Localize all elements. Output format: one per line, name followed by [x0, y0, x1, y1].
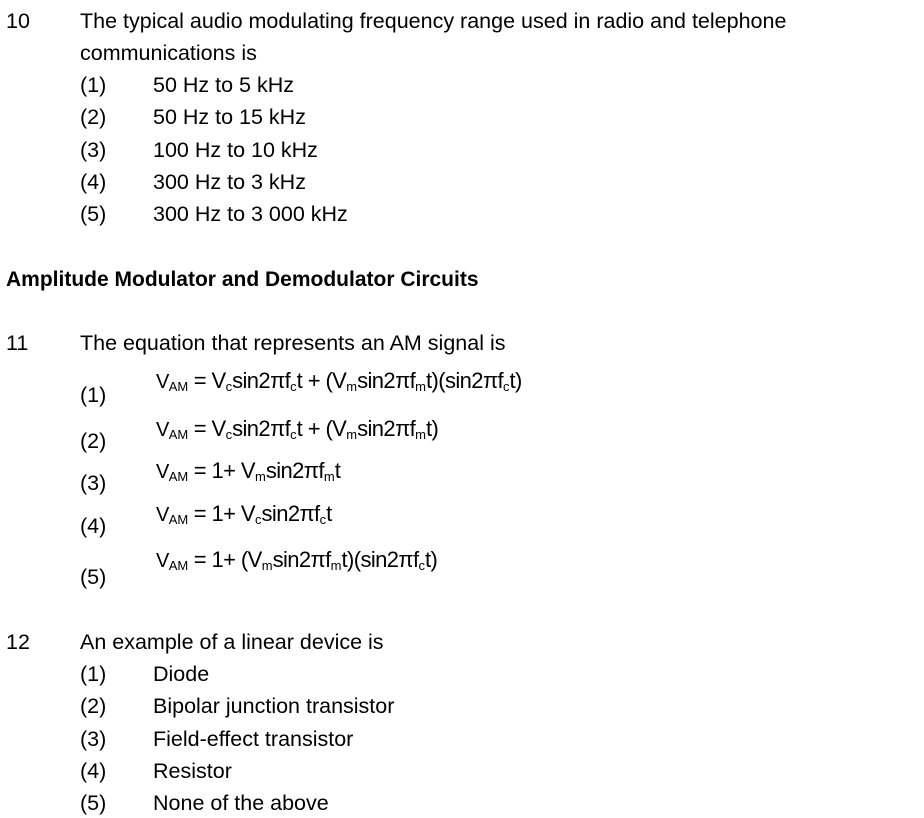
option-text: 300 Hz to 3 000 kHz — [153, 202, 348, 226]
option-number: (4) — [80, 514, 107, 538]
equation: $V_{AM} = 1+ (V_m\sin 2\pi f_mt)(\sin 2\pi f_ct)$ — [156, 547, 438, 573]
equation: $V_{AM} = V_c\sin 2\pi f_ct + (V_m\sin 2\pi f_mt)$ — [156, 416, 439, 442]
option-number: (1) — [80, 73, 107, 97]
section-heading: Amplitude Modulator and Demodulator Circuits — [6, 268, 479, 291]
option-number: (3) — [80, 471, 107, 495]
option-text: 50 Hz to 15 kHz — [153, 105, 306, 129]
question-text-continued: communications is — [80, 41, 257, 65]
option-text: Field-effect transistor — [153, 727, 354, 751]
option-number: (3) — [80, 727, 107, 751]
equation: $V_{AM} = 1+ V_m\sin 2\pi f_mt$ — [156, 458, 341, 484]
option-number: (1) — [80, 662, 107, 686]
question-number: 12 — [6, 630, 30, 654]
question-number: 11 — [6, 331, 29, 355]
question-text: An example of a linear device is — [80, 630, 384, 654]
option-number: (2) — [80, 105, 107, 129]
option-text: 100 Hz to 10 kHz — [153, 138, 318, 162]
question-number: 10 — [6, 9, 30, 33]
equation: $V_{AM} = V_c\sin 2\pi f_ct + (V_m\sin 2\pi f_mt)(\sin 2\pi f_ct)$ — [156, 368, 522, 394]
option-number: (5) — [80, 791, 107, 815]
option-number: (5) — [80, 202, 107, 226]
question-text: The equation that represents an AM signal is — [80, 331, 506, 355]
option-number: (2) — [80, 429, 107, 453]
option-number: (5) — [80, 565, 107, 589]
option-number: (1) — [80, 383, 107, 407]
option-number: (4) — [80, 170, 107, 194]
option-number: (4) — [80, 759, 107, 783]
option-text: None of the above — [153, 791, 329, 815]
question-text: The typical audio modulating frequency range used in radio and telephone — [80, 9, 787, 33]
option-text: Resistor — [153, 759, 232, 783]
option-text: Bipolar junction transistor — [153, 694, 395, 718]
option-text: 300 Hz to 3 kHz — [153, 170, 306, 194]
option-number: (3) — [80, 138, 107, 162]
option-text: Diode — [153, 662, 210, 686]
option-text: 50 Hz to 5 kHz — [153, 73, 294, 97]
option-number: (2) — [80, 694, 107, 718]
equation: $V_{AM} = 1+ V_c\sin 2\pi f_ct$ — [156, 501, 332, 527]
